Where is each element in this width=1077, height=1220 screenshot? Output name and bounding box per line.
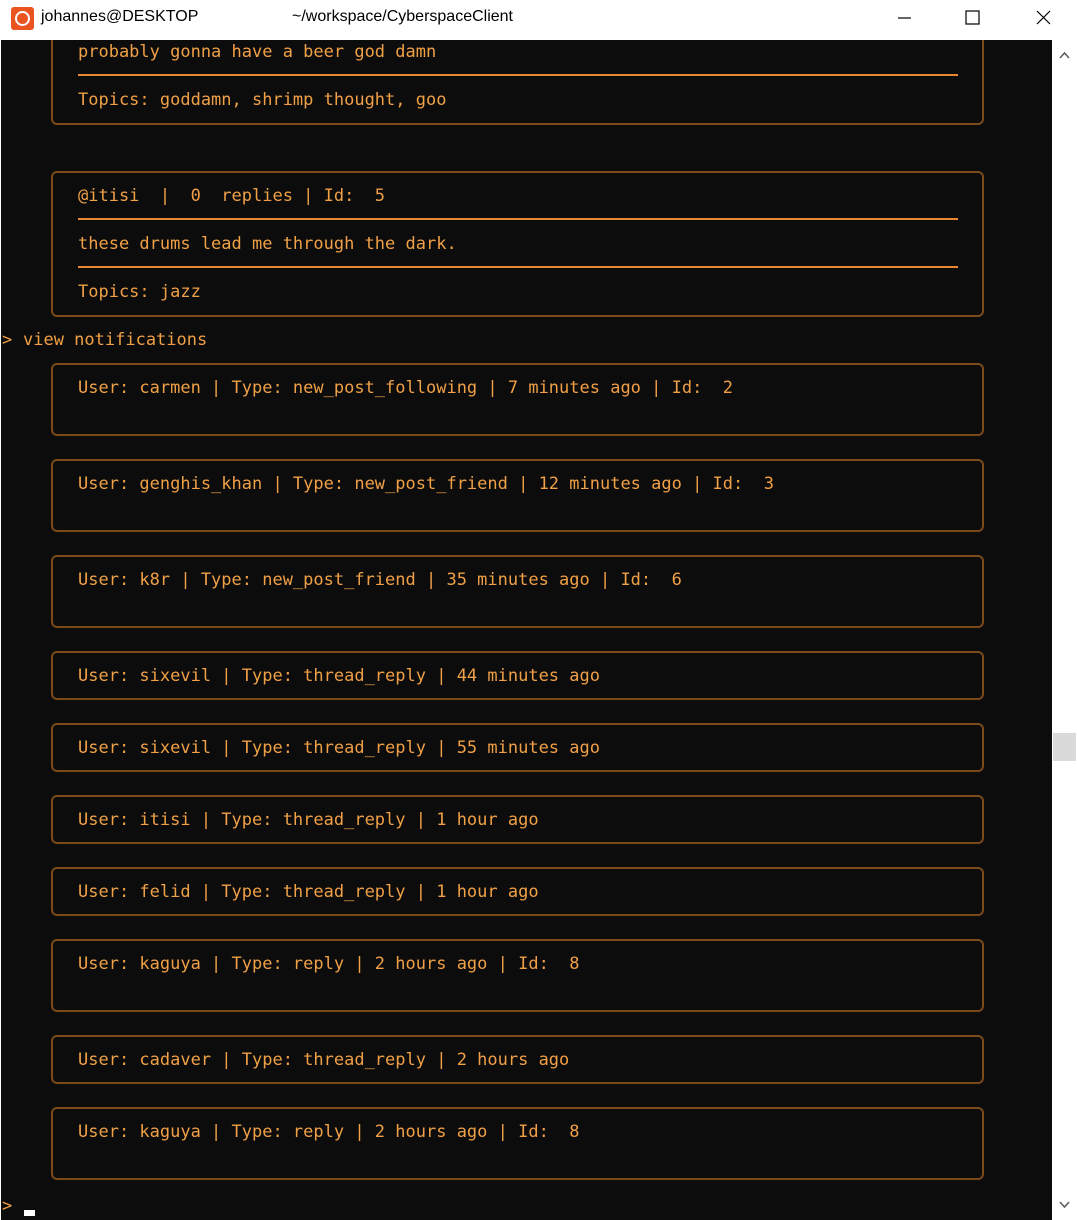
notification-text: User: felid | Type: thread_reply | 1 hour ago bbox=[78, 882, 539, 902]
scroll-up-button[interactable] bbox=[1052, 40, 1077, 70]
maximize-icon bbox=[937, 0, 1007, 38]
notification-text: User: carmen | Type: new_post_following | 7 minutes ago | Id: 2 bbox=[78, 378, 734, 398]
notification-text: User: kaguya | Type: reply | 2 hours ago | Id: 8 bbox=[78, 954, 580, 974]
minimize-icon bbox=[870, 0, 940, 38]
terminal-output[interactable] bbox=[1, 40, 1052, 1220]
ubuntu-icon bbox=[11, 7, 34, 30]
scroll-down-button[interactable] bbox=[1052, 1190, 1077, 1220]
post-topics: Topics: jazz bbox=[78, 282, 201, 302]
notification-card bbox=[51, 555, 984, 628]
post-topics: Topics: goddamn, shrimp thought, goo bbox=[78, 90, 447, 110]
close-icon bbox=[1007, 0, 1077, 38]
title-bar[interactable] bbox=[0, 0, 1077, 38]
post-divider bbox=[78, 74, 958, 76]
post-body: these drums lead me through the dark. bbox=[78, 234, 457, 254]
command-text: view notifications bbox=[23, 330, 208, 350]
text-cursor[interactable] bbox=[24, 1210, 35, 1216]
vertical-scrollbar[interactable] bbox=[1052, 40, 1077, 1220]
window-title-user: johannes@DESKTOP bbox=[41, 8, 199, 25]
notification-text: User: genghis_khan | Type: new_post_friend | 12 minutes ago | Id: 3 bbox=[78, 474, 774, 494]
notification-text: User: sixevil | Type: thread_reply | 55 minutes ago bbox=[78, 738, 600, 758]
notification-card bbox=[51, 363, 984, 436]
notification-card bbox=[51, 939, 984, 1012]
notification-card bbox=[51, 1107, 984, 1180]
notification-text: User: sixevil | Type: thread_reply | 44 minutes ago bbox=[78, 666, 600, 686]
chevron-up-icon bbox=[1052, 40, 1077, 70]
scrollbar-thumb[interactable] bbox=[1053, 733, 1076, 761]
post-divider bbox=[78, 266, 958, 268]
command-prompt: > bbox=[2, 330, 13, 350]
post-divider bbox=[78, 218, 958, 220]
maximize-button[interactable] bbox=[937, 0, 1007, 38]
window-title-path: ~/workspace/CyberspaceClient bbox=[292, 8, 513, 25]
notification-text: User: kaguya | Type: reply | 2 hours ago | Id: 8 bbox=[78, 1122, 580, 1142]
close-button[interactable] bbox=[1007, 0, 1077, 38]
post-body: probably gonna have a beer god damn bbox=[78, 42, 437, 62]
notification-text: User: cadaver | Type: thread_reply | 2 hours ago bbox=[78, 1050, 570, 1070]
input-prompt: > bbox=[2, 1196, 13, 1216]
notification-card bbox=[51, 459, 984, 532]
post-header: @itisi | 0 replies | Id: 5 bbox=[78, 186, 386, 206]
chevron-down-icon bbox=[1052, 1190, 1077, 1220]
notification-text: User: k8r | Type: new_post_friend | 35 minutes ago | Id: 6 bbox=[78, 570, 682, 590]
minimize-button[interactable] bbox=[870, 0, 940, 38]
notification-text: User: itisi | Type: thread_reply | 1 hour ago bbox=[78, 810, 539, 830]
